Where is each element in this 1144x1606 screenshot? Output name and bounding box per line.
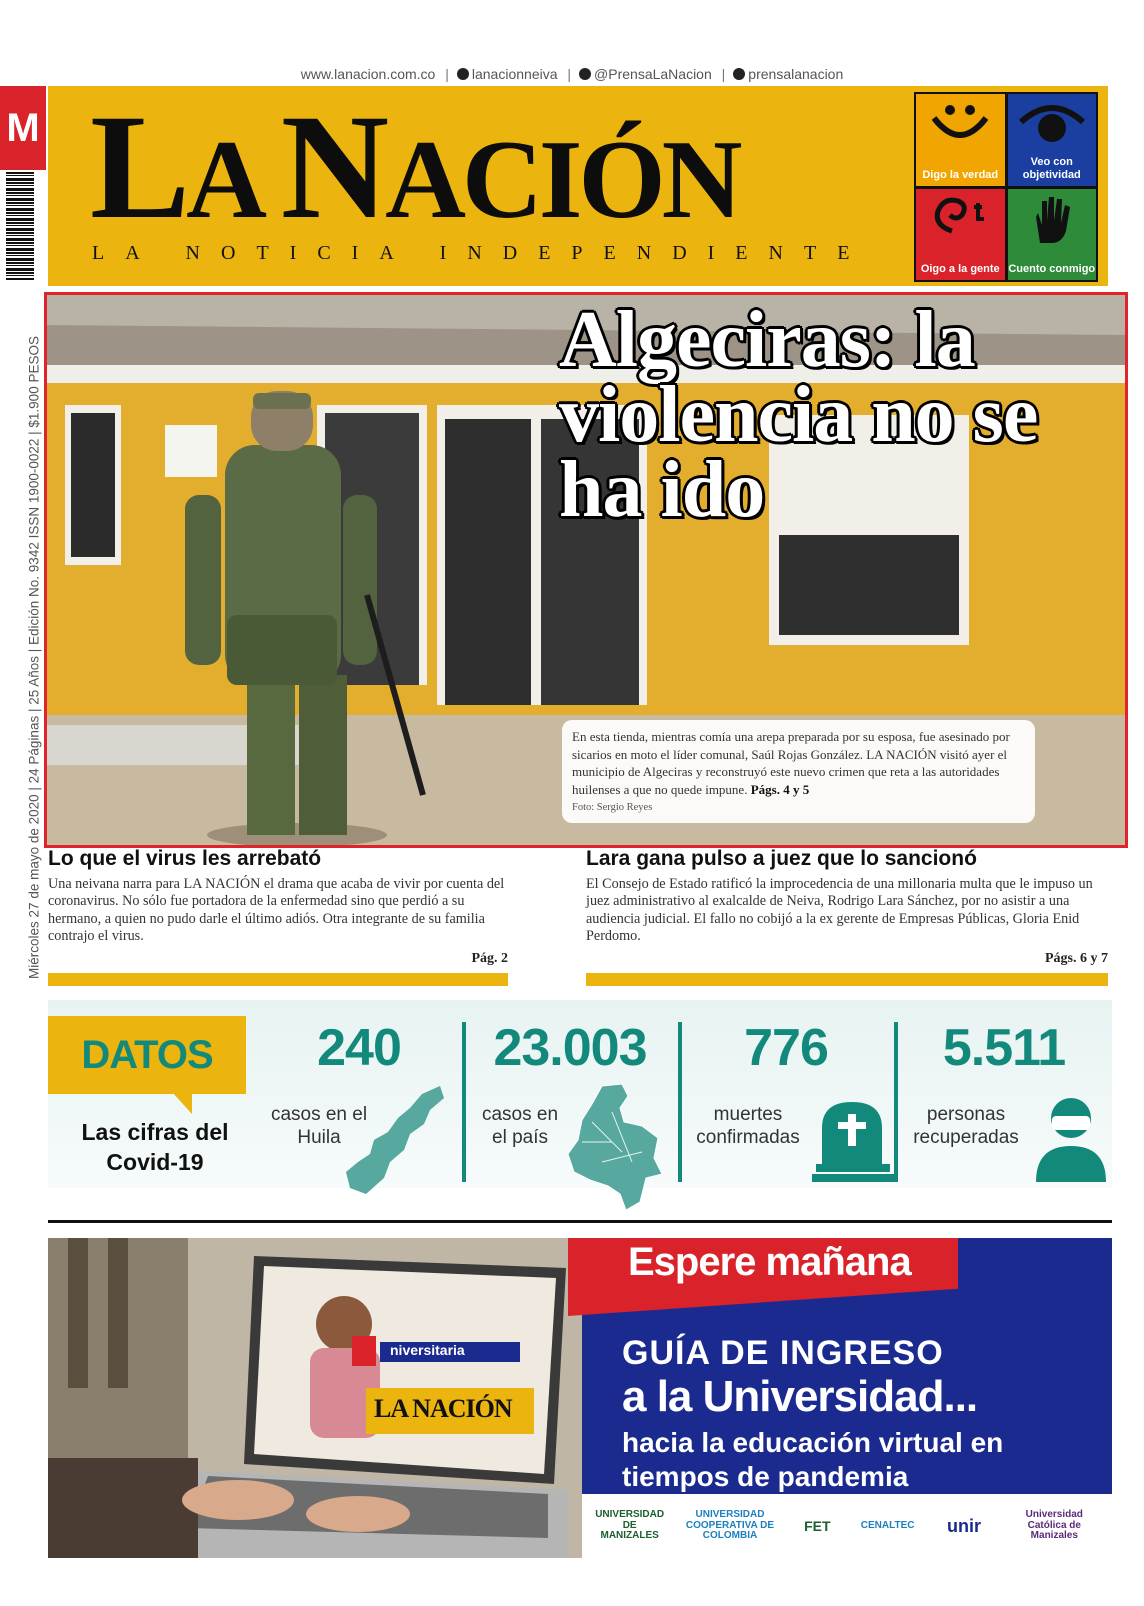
ad-message: [582, 1238, 1112, 1494]
sponsor-logo[interactable]: Universidad Católica de Manizales: [1025, 1509, 1083, 1542]
ear-icon: [930, 195, 990, 243]
value-objectivity: [1008, 94, 1097, 186]
sponsor-logo[interactable]: UNIVERSIDAD DE MANIZALES: [595, 1509, 665, 1542]
photo-caption: [562, 720, 1035, 823]
ad-headline-3: hacia la educación virtual en tiempos de pandemia: [622, 1427, 1004, 1492]
instagram-icon: [733, 68, 745, 80]
stat-value: 5.511: [942, 1019, 1066, 1077]
masthead: [48, 86, 1108, 286]
stat-divider: [678, 1022, 682, 1182]
stat-label: personas recuperadas: [913, 1104, 1019, 1148]
stat-deaths: [688, 1018, 884, 1178]
sponsor-logos: [582, 1494, 1112, 1558]
story-body: El Consejo de Estado ratificó la improcedencia de una millonaria multa que le impuso un juez administrativo al exalcalde de Neiva, Rodrigo Lara Sánchez, por no asistir a una audiencia judicial. El fallo no cobijó a la ex gerente de Empresas Públicas, Gloria Enid Perdomo.: [586, 876, 1093, 944]
ad-headline-2: a la Universidad...: [622, 1372, 978, 1421]
website-link[interactable]: www.lanacion.com.co: [300, 66, 436, 82]
social-bar: www.lanacion.com.co | lanacionneiva | @PrensaLaNacion | prensalanacion: [300, 66, 844, 82]
story-pages[interactable]: Págs. 6 y 7: [1045, 951, 1108, 967]
story-title[interactable]: Lara gana pulso a juez que lo sancionó: [586, 847, 977, 870]
instagram-handle[interactable]: prensalanacion: [748, 66, 844, 82]
stat-divider: [894, 1022, 898, 1182]
story-virus[interactable]: [48, 848, 508, 986]
stat-label: muertes confirmadas: [696, 1104, 800, 1148]
value-label: Oigo a la gente: [920, 263, 1000, 276]
story-divider: [586, 973, 1108, 986]
stat-label: casos en el país: [481, 1104, 559, 1148]
stat-value: 240: [317, 1019, 401, 1077]
datos-tag: DATOS: [48, 1016, 246, 1094]
tombstone-icon: [812, 1098, 894, 1184]
caption-text: En esta tienda, mientras comía una arepa preparada por su esposa, fue asesinado por sicarios en moto el líder comunal, Saúl Rojas González. LA NACIÓN visitó ayer el municipio de Algeciras y reconstruyó este nuevo crimen que reta a las autoridades huilenses a que no quede impune.: [572, 729, 1010, 797]
sponsor-logo[interactable]: CENALTEC: [860, 1519, 915, 1531]
covid-data-panel: [48, 1000, 1112, 1188]
value-label: Digo la verdad: [922, 168, 999, 181]
stat-divider: [462, 1022, 466, 1182]
screen-logo: LA NACIÓN: [374, 1394, 512, 1423]
value-truth: [916, 94, 1005, 186]
edition-badge: M: [0, 86, 46, 170]
stat-recovered: [904, 1018, 1104, 1178]
tagline: LA NOTICIA INDEPENDIENTE: [92, 242, 871, 264]
sponsor-logo[interactable]: FET: [804, 1517, 831, 1534]
colombia-map-icon: [562, 1082, 666, 1212]
screen-badge-text: niversitaria: [390, 1342, 465, 1358]
twitter-handle[interactable]: @PrensaLaNacion: [594, 66, 712, 82]
stat-value: 23.003: [493, 1019, 647, 1077]
photo-credit: Foto: Sergio Reyes: [572, 802, 653, 814]
value-count-on-me: [1008, 189, 1097, 281]
edition-info: [24, 290, 42, 1030]
story-pages[interactable]: Pág. 2: [471, 951, 508, 967]
edition-info-text: Miércoles 27 de mayo de 2020 | 24 Páginas | 25 Años | Edición No. 9342 ISSN 1900-0022 | $1.900 PESOS: [26, 336, 42, 979]
ad-ribbon-text: Espere mañana: [628, 1239, 911, 1284]
datos-subtitle: Las cifras del Covid-19: [81, 1119, 229, 1175]
facebook-handle[interactable]: lanacionneiva: [471, 66, 558, 82]
value-label: Veo con objetividad: [1022, 156, 1081, 181]
caption-pages[interactable]: Págs. 4 y 5: [750, 781, 810, 797]
stat-huila: [264, 1018, 454, 1178]
story-title[interactable]: Lo que el virus les arrebató: [48, 847, 322, 870]
value-listening: [916, 189, 1005, 281]
datos-tag-tail: [172, 1092, 192, 1114]
person-icon: [1034, 1096, 1108, 1184]
sponsor-logo[interactable]: UNIVERSIDAD COOPERATIVA DE COLOMBIA: [685, 1509, 775, 1542]
university-guide-ad[interactable]: [48, 1238, 1112, 1558]
newspaper-logo[interactable]: LA NACIÓN: [90, 84, 739, 250]
facebook-icon: [457, 68, 469, 80]
lead-headline[interactable]: Algeciras: la violencia no se ha ido: [559, 296, 1038, 535]
ad-ribbon: [568, 1238, 958, 1316]
value-label: Cuento conmigo: [1008, 263, 1096, 276]
ad-headline-1: GUÍA DE INGRESO: [622, 1334, 944, 1372]
story-body: Una neivana narra para LA NACIÓN el drama que acaba de vivir por cuenta del coronavirus. No sólo fue portadora de la enfermedad sino que perdió a su hermano, a quien no pudo darle el último adiós. Otra integrante de su familia contrajo el virus.: [48, 876, 505, 944]
story-lara[interactable]: [586, 848, 1108, 986]
huila-map-icon: [344, 1084, 448, 1196]
sponsor-logo[interactable]: unir: [946, 1515, 981, 1536]
twitter-icon: [579, 68, 591, 80]
stat-value: 776: [744, 1019, 828, 1077]
hand-icon: [1028, 195, 1076, 245]
barcode: [6, 172, 34, 280]
lead-story[interactable]: [44, 292, 1128, 848]
stat-country: [472, 1018, 668, 1178]
stat-label: casos en el Huila: [270, 1104, 368, 1148]
values-panel: [914, 92, 1098, 282]
eye-icon: [1017, 100, 1087, 146]
section-rule: [48, 1220, 1112, 1223]
story-divider: [48, 973, 508, 986]
smile-icon: [928, 100, 992, 144]
